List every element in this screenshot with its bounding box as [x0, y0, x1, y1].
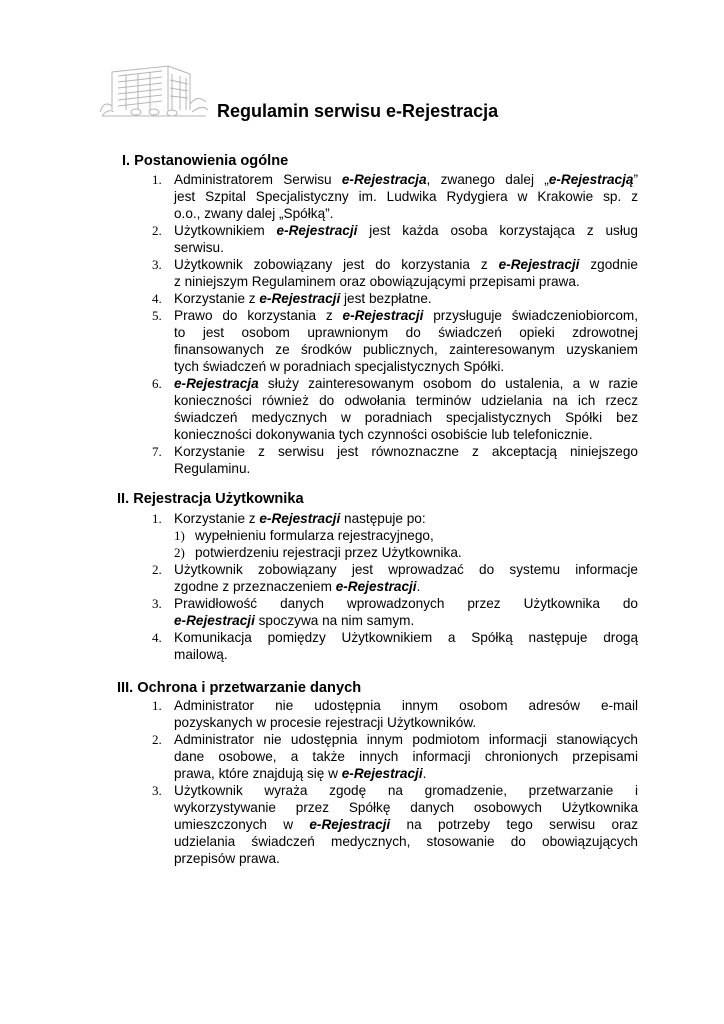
- text-line: tych świadczeń w poradniach specjalistycznych Spółki.: [174, 359, 505, 374]
- text-line: Użytkownikiem e-Rejestracji jest każda osoba korzystająca z usług: [174, 223, 638, 238]
- text-line: Użytkownik zobowiązany jest do korzystania z e-Rejestracji zgodnie: [174, 257, 638, 272]
- item-number: 2.: [152, 223, 162, 238]
- item-number: 4.: [152, 291, 162, 306]
- text-line: konieczności dokonywania tych czynności osobiście lub telefonicznie.: [174, 427, 593, 442]
- text-line: Regulaminu.: [174, 461, 251, 476]
- service-name: e-Rejestracji: [309, 817, 391, 832]
- text-line: Administratorem Serwisu e-Rejestracja, zwanego dalej „e-Rejestracją”: [174, 172, 638, 187]
- section-heading: II. Rejestracja Użytkownika: [117, 491, 304, 507]
- service-name: e-Rejestracji: [342, 308, 424, 323]
- list-item: [0, 443, 638, 477]
- text-line: o.o., zwany dalej „Spółką”.: [174, 206, 334, 221]
- section-list: [0, 510, 724, 663]
- text-line: Użytkownik zobowiązany jest wprowadzać do systemu informacje: [174, 562, 638, 577]
- text-line: Administrator nie udostępnia innym podmiotom informacji stanowiących: [174, 732, 638, 747]
- text-line: świadczeń medycznych w poradniach specjalistycznych Spółki bez: [174, 410, 638, 425]
- text-line: udzielania świadczeń medycznych, stosowanie do obowiązujących: [174, 834, 638, 849]
- text-line: pozyskanych w procesie rejestracji Użytkowników.: [174, 715, 477, 730]
- list-item: [0, 731, 638, 782]
- list-item: [0, 375, 638, 443]
- service-name: e-Rejestracji: [276, 223, 358, 238]
- item-number: 1.: [152, 698, 162, 713]
- item-number: 1.: [152, 172, 162, 187]
- text-line: e-Rejestracji spoczywa na nim samym.: [174, 613, 415, 628]
- list-item: [0, 595, 638, 629]
- text-line: serwisu.: [174, 240, 224, 255]
- item-number: 5.: [152, 308, 162, 323]
- sub-item-number: 2): [174, 545, 185, 560]
- text-line: jest Szpital Specjalistyczny im. Ludwika Rydygiera w Krakowie sp. z: [174, 189, 638, 204]
- text-line: Korzystanie z e-Rejestracji jest bezpłatne.: [174, 291, 432, 306]
- document-title: Regulamin serwisu e-Rejestracja: [217, 101, 499, 121]
- text-line: wykorzystywanie przez Spółkę danych osobowych Użytkownika: [174, 800, 638, 815]
- list-item: [0, 307, 638, 375]
- list-item: [0, 171, 638, 222]
- item-number: 7.: [152, 444, 162, 459]
- text-line: finansowanych ze środków publicznych, zainteresowanym uzyskaniem: [174, 342, 638, 357]
- text-line: Prawidłowość danych wprowadzonych przez Użytkownika do: [174, 596, 638, 611]
- sub-item: [0, 544, 724, 561]
- service-name: e-Rejestracją: [548, 172, 634, 187]
- text-line: zgodne z przeznaczeniem e-Rejestracji.: [174, 579, 421, 594]
- list-item: [0, 561, 638, 595]
- text-line: Administrator nie udostępnia innym osobom adresów e-mail: [174, 698, 638, 713]
- service-name: e-Rejestracji: [259, 291, 341, 306]
- text-line: prawa, które znajdują się w e-Rejestracji.: [174, 766, 427, 781]
- sub-item-number: 1): [174, 528, 185, 543]
- text-line: umieszczonych w e-Rejestracji na potrzeby tego serwisu oraz: [174, 817, 638, 832]
- section-heading: III. Ochrona i przetwarzanie danych: [117, 680, 362, 696]
- text-line: e-Rejestracja służy zainteresowanym osobom do ustalenia, a w razie: [174, 376, 638, 391]
- service-name: e-Rejestracja: [174, 376, 259, 391]
- text-line: Korzystanie z e-Rejestracji następuje po:: [174, 511, 426, 526]
- list-item: [0, 510, 638, 527]
- hospital-building-logo: [98, 64, 210, 122]
- list-item: [0, 629, 638, 663]
- sub-item: [0, 527, 724, 544]
- section-list: [0, 697, 724, 867]
- text-line: Prawo do korzystania z e-Rejestracji przysługuje świadczeniobiorcom,: [174, 308, 638, 323]
- service-name: e-Rejestracji: [498, 257, 580, 272]
- item-number: 1.: [152, 511, 162, 526]
- text-line: Komunikacja pomiędzy Użytkownikiem a Spółką następuje drogą: [174, 630, 638, 645]
- section-list: [0, 171, 724, 477]
- item-number: 2.: [152, 732, 162, 747]
- service-name: e-Rejestracji: [259, 511, 341, 526]
- text-line: konieczności również do odwołania terminów udzielania na ich rzecz: [174, 393, 638, 408]
- text-line: z niniejszym Regulaminem oraz obowiązującymi przepisami prawa.: [174, 274, 580, 289]
- section-heading: I. Postanowienia ogólne: [122, 153, 289, 169]
- text-line: mailową.: [174, 647, 228, 662]
- text-line: przepisów prawa.: [174, 851, 280, 866]
- item-number: 3.: [152, 596, 162, 611]
- item-number: 3.: [152, 257, 162, 272]
- service-name: e-Rejestracji: [341, 766, 423, 781]
- item-number: 6.: [152, 376, 162, 391]
- item-number: 4.: [152, 630, 162, 645]
- sub-item-text: potwierdzeniu rejestracji przez Użytkownika.: [195, 545, 462, 560]
- text-line: dane osobowe, a także innych informacji chronionych przepisami: [174, 749, 638, 764]
- text-line: to jest osobom uprawnionym do świadczeń opieki zdrowotnej: [174, 325, 638, 340]
- service-name: e-Rejestracji: [335, 579, 417, 594]
- text-line: Użytkownik wyraża zgodę na gromadzenie, przetwarzanie i: [174, 783, 638, 798]
- list-item: [0, 256, 638, 290]
- list-item: [0, 290, 638, 307]
- list-item: [0, 782, 638, 867]
- sub-item-text: wypełnieniu formularza rejestracyjnego,: [195, 528, 434, 543]
- text-line: Korzystanie z serwisu jest równoznaczne z akceptacją niniejszego: [174, 444, 638, 459]
- item-number: 2.: [152, 562, 162, 577]
- service-name: e-Rejestracji: [174, 613, 255, 628]
- service-name: e-Rejestracja: [341, 172, 427, 187]
- list-item: [0, 222, 638, 256]
- item-number: 3.: [152, 783, 162, 798]
- list-item: [0, 697, 638, 731]
